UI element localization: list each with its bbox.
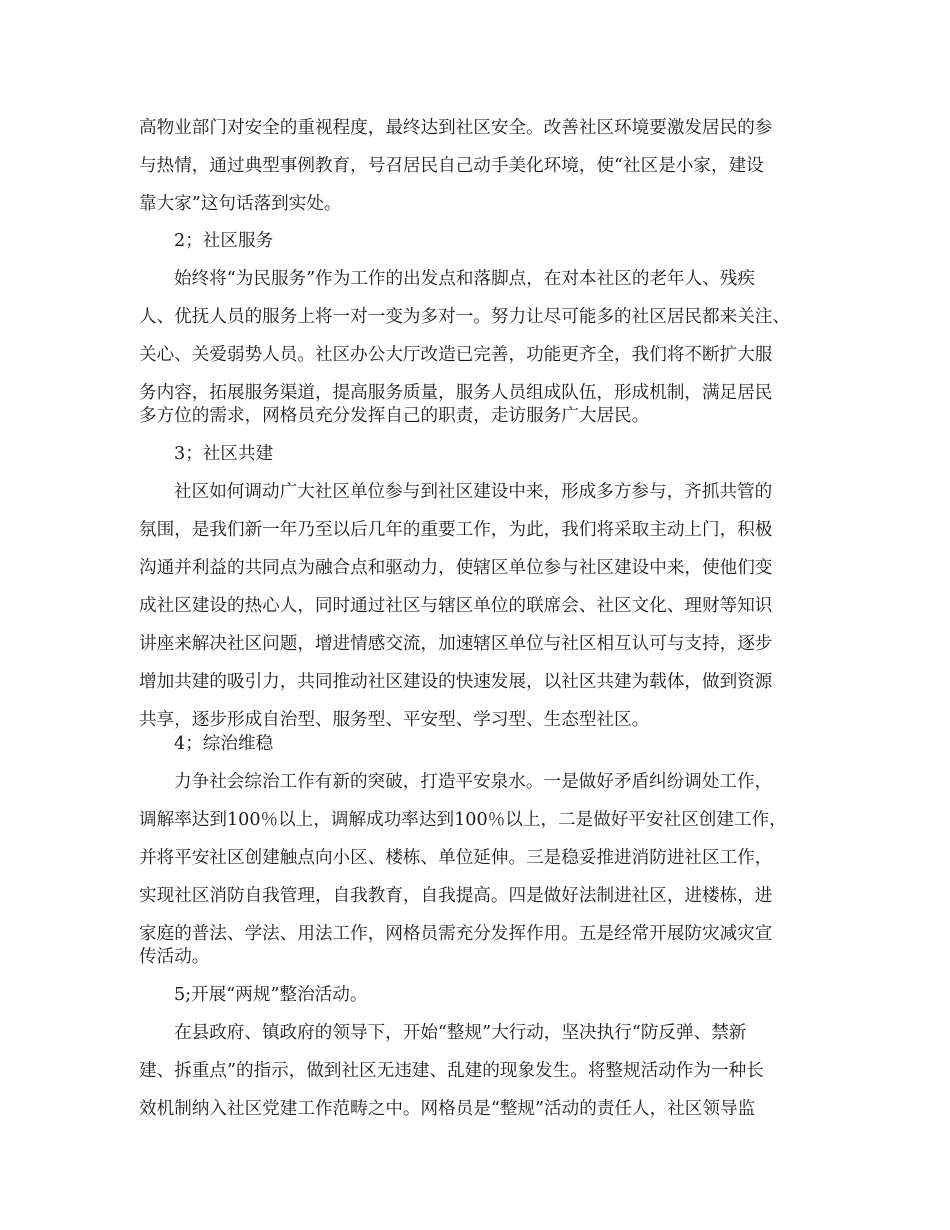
text-line: 实现社区消防自我管理，自我教育，自我提高。四是做好法制进社区，进楼栋，进 <box>139 886 773 906</box>
text-line: 高物业部门对安全的重视程度，最终达到社区安全。改善社区环境要激发居民的参 <box>139 118 773 138</box>
section-heading-rectification: 5;开展“两规”整治活动。 <box>174 985 368 1005</box>
text-line: 沟通并利益的共同点为融合点和驱动力，使辖区单位参与社区建设中来，使他们变 <box>139 558 773 578</box>
text-line: 社区如何调动广大社区单位参与到社区建设中来，形成多方参与，齐抓共管的 <box>174 482 773 502</box>
text-line: 关心、关爱弱势人员。社区办公大厅改造已完善，功能更齐全，我们将不断扩大服 <box>139 345 773 365</box>
text-line: 建、拆重点”的指示，做到社区无违建、乱建的现象发生。将整规活动作为一种长 <box>139 1061 764 1081</box>
text-line: 与热情，通过典型事例教育，号召居民自己动手美化环境，使“社区是小家，建设 <box>139 156 764 176</box>
text-line: 效机制纳入社区党建工作范畴之中。网格员是“整规”活动的责任人，社区领导监 <box>139 1099 756 1119</box>
text-line: 多方位的需求，网格员充分发挥自己的职责，走访服务广大居民。 <box>139 406 650 426</box>
text-line: 靠大家”这句话落到实处。 <box>139 194 342 214</box>
text-line: 调解率达到100％以上，调解成功率达到100％以上，二是做好平安社区创建工作， <box>139 810 787 830</box>
text-line: 并将平安社区创建触点向小区、楼栋、单位延伸。三是稳妥推进消防进社区工作， <box>139 848 773 868</box>
text-line: 增加共建的吸引力，共同推动社区建设的快速发展，以社区共建为载体，做到资源 <box>139 672 773 692</box>
text-line: 力争社会综治工作有新的突破，打造平安泉水。一是做好矛盾纠纷调处工作， <box>174 772 773 792</box>
text-line: 共享，逐步形成自治型、服务型、平安型、学习型、生态型社区。 <box>139 710 650 730</box>
text-line: 始终将“为民服务”作为工作的出发点和落脚点，在对本社区的老年人、残疾 <box>174 269 755 289</box>
text-line: 家庭的普法、学法、用法工作，网格员需充分发挥作用。五是经常开展防灾减灾宣 <box>139 924 773 944</box>
section-heading-community-service: 2；社区服务 <box>174 231 274 251</box>
text-line: 传活动。 <box>139 947 210 967</box>
text-line: 氛围，是我们新一年乃至以后几年的重要工作，为此，我们将采取主动上门，积极 <box>139 520 773 540</box>
text-line: 务内容，拓展服务渠道，提高服务质量，服务人员组成队伍，形成机制，满足居民 <box>139 383 773 403</box>
text-line: 成社区建设的热心人，同时通过社区与辖区单位的联席会、社区文化、理财等知识 <box>139 596 773 616</box>
text-line: 在县政府、镇政府的领导下，开始“整规”大行动，坚决执行“防反弹、禁新 <box>174 1023 747 1043</box>
section-heading-community-co-building: 3；社区共建 <box>174 444 274 464</box>
text-line: 讲座来解决社区问题，增进情感交流，加速辖区单位与社区相互认可与支持，逐步 <box>139 634 773 654</box>
text-line: 人、优抚人员的服务上将一对一变为多对一。努力让尽可能多的社区居民都来关注、 <box>139 307 790 327</box>
section-heading-stability: 4；综治维稳 <box>174 734 274 754</box>
